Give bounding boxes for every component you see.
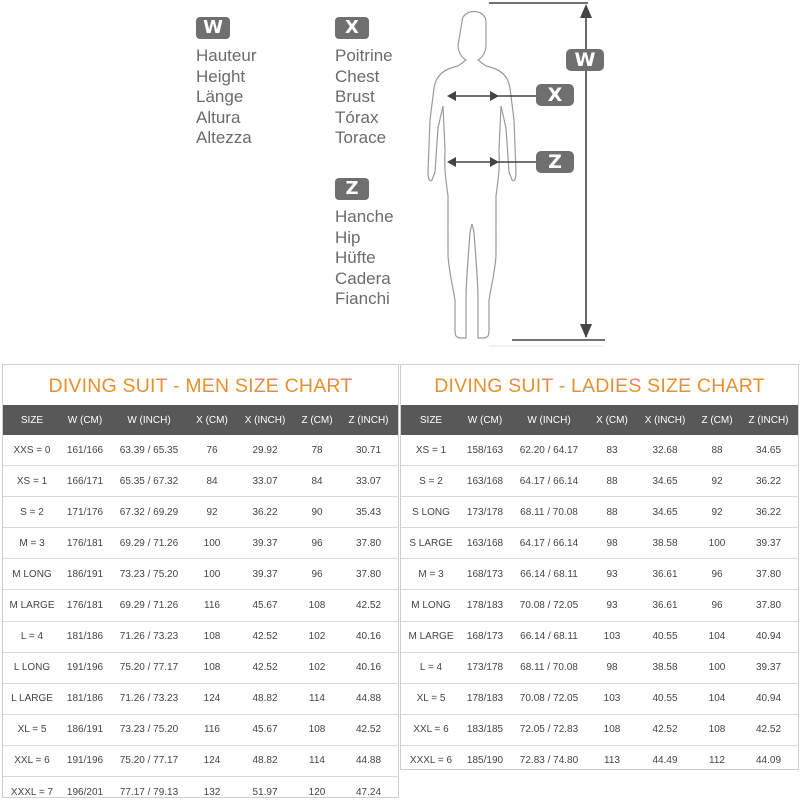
- table-cell: 40.16: [339, 652, 398, 683]
- table-cell: XS = 1: [415, 444, 447, 456]
- ladies-header-row: [401, 405, 798, 435]
- table-cell: 92: [695, 497, 739, 528]
- table-cell: 40.55: [635, 621, 695, 652]
- legend-term: Cadera: [335, 268, 391, 288]
- legend-term: Poitrine: [335, 46, 393, 65]
- table-cell: XXXL = 7: [3, 777, 61, 807]
- table-cell: 120: [295, 777, 339, 807]
- table-cell: 166/171: [61, 466, 109, 497]
- table-cell: 66.14 / 68.11: [509, 621, 589, 652]
- table-cell: 68.11 / 70.08: [509, 652, 589, 683]
- table-cell: XL = 5: [3, 714, 61, 745]
- column-header: X (INCH): [635, 405, 695, 435]
- table-row: [3, 466, 398, 497]
- table-cell: 77.17 / 79.13: [109, 777, 189, 807]
- table-row: [401, 466, 798, 497]
- table-cell: 47.24: [339, 777, 398, 807]
- table-row: [3, 621, 398, 652]
- table-cell: 88: [589, 466, 635, 497]
- table-cell: 88: [589, 497, 635, 528]
- table-cell: 44.09: [739, 745, 798, 776]
- table-cell: L = 4: [401, 652, 461, 683]
- table-cell: 33.07: [339, 466, 398, 497]
- table-cell: 38.58: [635, 528, 695, 559]
- table-cell: 66.14 / 68.11: [509, 559, 589, 590]
- table-cell: 186/191: [61, 714, 109, 745]
- table-row: [401, 621, 798, 652]
- table-cell: 42.52: [635, 714, 695, 745]
- table-cell: 178/183: [461, 590, 509, 621]
- table-row: [401, 683, 798, 714]
- table-cell: L LONG: [3, 652, 61, 683]
- column-header: X (CM): [589, 405, 635, 435]
- table-cell: 108: [695, 714, 739, 745]
- x-tag-icon: X: [536, 84, 574, 106]
- table-cell: 181/186: [61, 683, 109, 714]
- table-cell: 104: [695, 683, 739, 714]
- table-cell: 39.37: [739, 528, 798, 559]
- table-cell: XS = 1: [3, 466, 61, 497]
- legend-term: Länge: [196, 87, 244, 106]
- legend-hip: [335, 178, 394, 310]
- ladies-chart-title: DIVING SUIT - LADIES SIZE CHART: [434, 375, 765, 397]
- table-cell: 39.37: [739, 652, 798, 683]
- column-header: W (INCH): [509, 405, 589, 435]
- table-row: [401, 528, 798, 559]
- table-row: [3, 435, 398, 466]
- table-cell: XXXL = 6: [401, 745, 461, 776]
- table-cell: 196/201: [61, 777, 109, 807]
- table-cell: L LARGE: [3, 683, 61, 714]
- table-cell: 96: [695, 559, 739, 590]
- table-cell: 176/181: [61, 528, 109, 559]
- legend-term: Hip: [335, 227, 361, 247]
- table-cell: 45.67: [235, 590, 295, 621]
- legend-term: Tórax: [335, 107, 379, 127]
- table-row: [401, 590, 798, 621]
- table-cell: 100: [695, 528, 739, 559]
- table-cell: 102: [295, 621, 339, 652]
- table-cell: 34.65: [635, 466, 695, 497]
- table-cell: S = 2: [3, 497, 61, 528]
- table-cell: 75.20 / 77.17: [109, 745, 189, 776]
- table-cell: 67.32 / 69.29: [109, 497, 189, 528]
- table-cell: XXS = 0: [13, 444, 51, 456]
- table-cell: 173/178: [461, 497, 509, 528]
- table-cell: 191/196: [61, 745, 109, 776]
- table-cell: M LONG: [3, 559, 61, 590]
- table-cell: 40.94: [739, 621, 798, 652]
- table-cell: 72.05 / 72.83: [509, 714, 589, 745]
- table-cell: 98: [589, 652, 635, 683]
- table-cell: 37.80: [739, 559, 798, 590]
- table-cell: 84: [295, 466, 339, 497]
- table-cell: 62.20 / 64.17: [519, 444, 579, 456]
- table-cell: 36.61: [635, 559, 695, 590]
- table-cell: 108: [295, 590, 339, 621]
- table-cell: 40.55: [635, 683, 695, 714]
- table-cell: M = 3: [401, 559, 461, 590]
- men-chart-title: DIVING SUIT - MEN SIZE CHART: [48, 375, 353, 397]
- table-cell: 161/166: [66, 444, 104, 456]
- table-cell: 42.52: [235, 652, 295, 683]
- table-cell: 68.11 / 70.08: [509, 497, 589, 528]
- column-header: W (CM): [61, 405, 109, 435]
- table-cell: 34.65: [635, 497, 695, 528]
- table-cell: 83: [606, 444, 618, 456]
- table-cell: 100: [189, 528, 235, 559]
- table-cell: 183/185: [461, 714, 509, 745]
- table-cell: 44.88: [339, 683, 398, 714]
- table-cell: 93: [589, 559, 635, 590]
- table-row: [401, 714, 798, 745]
- table-row: [401, 497, 798, 528]
- z-badge-icon: Z: [335, 178, 369, 200]
- table-cell: 32.68: [652, 444, 678, 456]
- table-cell: 44.88: [339, 745, 398, 776]
- table-row: [401, 435, 798, 466]
- legend-term: Height: [196, 66, 246, 86]
- table-cell: 88: [711, 444, 723, 456]
- table-cell: M LARGE: [401, 621, 461, 652]
- table-cell: 37.80: [339, 528, 398, 559]
- table-cell: 36.22: [739, 466, 798, 497]
- table-cell: M LARGE: [3, 590, 61, 621]
- table-cell: 76: [206, 444, 218, 456]
- column-header: X (INCH): [235, 405, 295, 435]
- table-cell: 113: [589, 745, 635, 776]
- table-cell: 158/163: [466, 444, 504, 456]
- table-row: [3, 590, 398, 621]
- table-cell: 38.58: [635, 652, 695, 683]
- table-cell: 90: [295, 497, 339, 528]
- column-header: SIZE: [3, 405, 61, 435]
- table-cell: 96: [295, 559, 339, 590]
- column-header: SIZE: [401, 405, 461, 435]
- w-tag-icon: W: [566, 49, 604, 71]
- table-cell: 64.17 / 66.14: [509, 528, 589, 559]
- column-header: Z (INCH): [739, 405, 798, 435]
- table-cell: 116: [189, 714, 235, 745]
- table-cell: 35.43: [339, 497, 398, 528]
- x-badge-icon: X: [335, 17, 369, 39]
- table-cell: 40.16: [339, 621, 398, 652]
- legend-term: Brust: [335, 87, 375, 106]
- table-cell: S LARGE: [401, 528, 461, 559]
- table-cell: XXL = 6: [3, 745, 61, 776]
- table-cell: 176/181: [61, 590, 109, 621]
- table-cell: 163/168: [461, 466, 509, 497]
- table-cell: 36.22: [739, 497, 798, 528]
- table-cell: 39.37: [235, 559, 295, 590]
- table-cell: 132: [189, 777, 235, 807]
- legend-height: [196, 17, 256, 149]
- ladies-size-chart: [400, 364, 799, 770]
- table-cell: 100: [189, 559, 235, 590]
- table-cell: 78: [311, 444, 323, 456]
- men-size-table: [3, 405, 398, 807]
- legend-term: Fianchi: [335, 289, 390, 308]
- table-cell: 114: [295, 683, 339, 714]
- table-cell: 168/173: [461, 559, 509, 590]
- table-row: [401, 559, 798, 590]
- table-cell: M LONG: [401, 590, 461, 621]
- table-cell: 108: [189, 652, 235, 683]
- table-cell: 100: [695, 652, 739, 683]
- table-cell: 37.80: [739, 590, 798, 621]
- body-outline: [428, 12, 516, 339]
- legend-term: Chest: [335, 66, 380, 86]
- table-cell: 69.29 / 71.26: [109, 590, 189, 621]
- table-cell: 96: [295, 528, 339, 559]
- legend-term: Torace: [335, 128, 387, 147]
- table-cell: 116: [189, 590, 235, 621]
- table-row: [401, 652, 798, 683]
- table-cell: 51.97: [235, 777, 295, 807]
- table-cell: 71.26 / 73.23: [109, 683, 189, 714]
- table-cell: 98: [589, 528, 635, 559]
- table-cell: 42.52: [235, 621, 295, 652]
- z-tag-icon: Z: [536, 151, 574, 173]
- table-cell: 42.52: [739, 714, 798, 745]
- table-row: [3, 559, 398, 590]
- table-cell: 34.65: [755, 444, 782, 456]
- legend-chest: [335, 17, 393, 149]
- table-row: [401, 745, 798, 776]
- table-cell: 72.83 / 74.80: [509, 745, 589, 776]
- table-cell: 75.20 / 77.17: [109, 652, 189, 683]
- table-cell: 65.35 / 67.32: [109, 466, 189, 497]
- legend-term: Hauteur: [196, 46, 257, 65]
- table-row: [3, 745, 398, 776]
- table-cell: 45.67: [235, 714, 295, 745]
- table-cell: 42.52: [339, 590, 398, 621]
- table-cell: 124: [189, 745, 235, 776]
- legend-term: Altezza: [196, 128, 252, 147]
- table-cell: 186/191: [61, 559, 109, 590]
- table-cell: 71.26 / 73.23: [109, 621, 189, 652]
- table-cell: 73.23 / 75.20: [109, 714, 189, 745]
- table-cell: 36.61: [635, 590, 695, 621]
- table-cell: 70.08 / 72.05: [509, 590, 589, 621]
- table-cell: 103: [589, 683, 635, 714]
- table-cell: 36.22: [235, 497, 295, 528]
- table-cell: 124: [189, 683, 235, 714]
- column-header: Z (CM): [295, 405, 339, 435]
- column-header: Z (INCH): [339, 405, 398, 435]
- table-cell: 114: [295, 745, 339, 776]
- table-row: [3, 777, 398, 807]
- table-cell: 44.49: [635, 745, 695, 776]
- table-cell: 92: [189, 497, 235, 528]
- table-cell: L = 4: [3, 621, 61, 652]
- table-cell: M = 3: [3, 528, 61, 559]
- table-cell: 42.52: [339, 714, 398, 745]
- table-cell: 108: [295, 714, 339, 745]
- men-header-row: [3, 405, 398, 435]
- column-header: W (CM): [461, 405, 509, 435]
- table-cell: 191/196: [61, 652, 109, 683]
- table-cell: 37.80: [339, 559, 398, 590]
- table-cell: 178/183: [461, 683, 509, 714]
- men-size-chart: [2, 364, 399, 798]
- table-cell: 30.71: [355, 444, 382, 456]
- table-cell: 69.29 / 71.26: [109, 528, 189, 559]
- table-cell: 40.94: [739, 683, 798, 714]
- legend-term: Altura: [196, 107, 241, 127]
- table-row: [3, 683, 398, 714]
- table-cell: 63.39 / 65.35: [119, 444, 179, 456]
- w-badge-icon: W: [196, 17, 230, 39]
- table-cell: 168/173: [461, 621, 509, 652]
- table-cell: 48.82: [235, 745, 295, 776]
- table-cell: 112: [695, 745, 739, 776]
- table-cell: 173/178: [461, 652, 509, 683]
- column-header: Z (CM): [695, 405, 739, 435]
- table-row: [3, 528, 398, 559]
- column-header: X (CM): [189, 405, 235, 435]
- table-cell: 92: [695, 466, 739, 497]
- table-cell: 70.08 / 72.05: [509, 683, 589, 714]
- table-cell: 108: [589, 714, 635, 745]
- legend-term: Hüfte: [335, 248, 376, 267]
- table-cell: 73.23 / 75.20: [109, 559, 189, 590]
- table-cell: 29.92: [252, 444, 278, 456]
- table-cell: 33.07: [235, 466, 295, 497]
- ladies-size-table: [401, 405, 798, 776]
- table-cell: 64.17 / 66.14: [509, 466, 589, 497]
- table-cell: 48.82: [235, 683, 295, 714]
- table-cell: 171/176: [61, 497, 109, 528]
- table-cell: S LONG: [401, 497, 461, 528]
- table-cell: 39.37: [235, 528, 295, 559]
- table-row: [3, 497, 398, 528]
- table-cell: 93: [589, 590, 635, 621]
- table-cell: 103: [589, 621, 635, 652]
- table-cell: S = 2: [401, 466, 461, 497]
- legend-term: Hanche: [335, 207, 394, 226]
- table-cell: 102: [295, 652, 339, 683]
- table-cell: 181/186: [61, 621, 109, 652]
- table-cell: XL = 5: [401, 683, 461, 714]
- table-cell: 185/190: [461, 745, 509, 776]
- table-cell: 108: [189, 621, 235, 652]
- table-cell: 163/168: [461, 528, 509, 559]
- table-cell: 84: [189, 466, 235, 497]
- table-cell: XXL = 6: [401, 714, 461, 745]
- table-row: [3, 714, 398, 745]
- table-row: [3, 652, 398, 683]
- table-cell: 104: [695, 621, 739, 652]
- table-cell: 96: [695, 590, 739, 621]
- column-header: W (INCH): [109, 405, 189, 435]
